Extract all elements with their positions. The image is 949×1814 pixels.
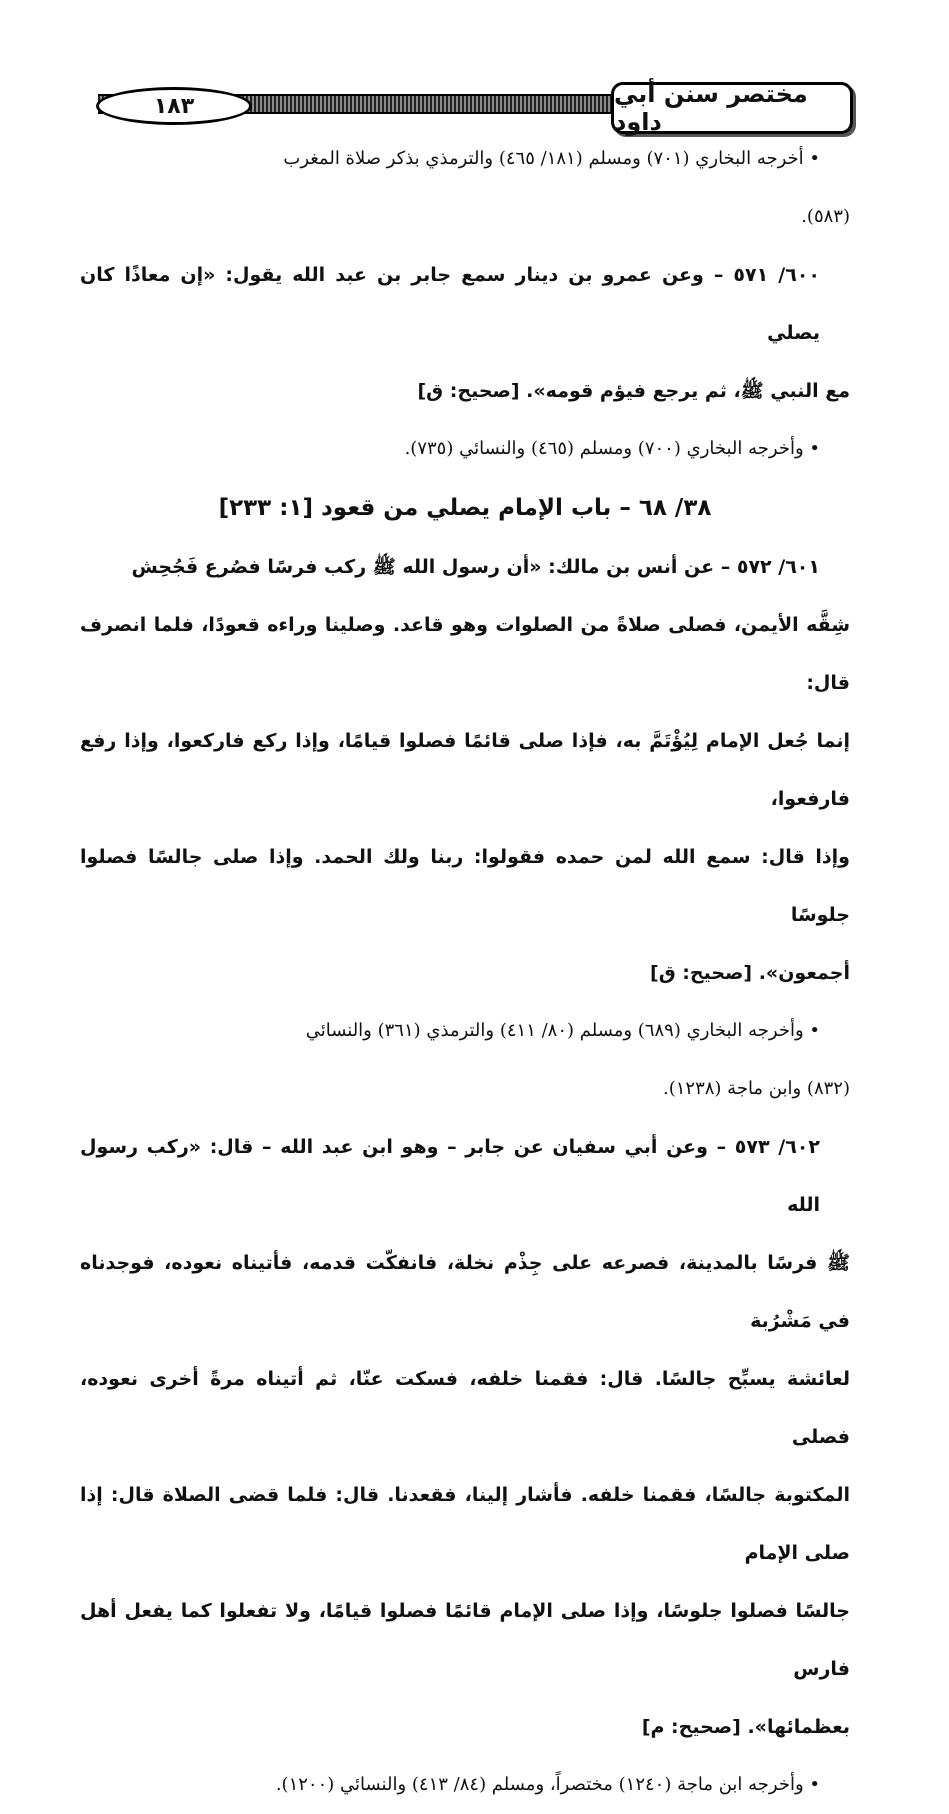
hadith-line: إنما جُعل الإمام لِيُؤْتَمَّ به، فإذا صلى قائمًا فصلوا قيامًا، وإذا ركع فاركعوا، وإذا رفع فارفعوا، <box>80 730 850 810</box>
note-line: (٨٣٢) وابن ماجة (١٢٣٨). <box>663 1078 850 1099</box>
hadith-line: ٦٠٠/ ٥٧١ – وعن عمرو بن دينار سمع جابر بن عبد الله يقول: «إن معاذًا كان يصلي <box>80 264 820 344</box>
page-body <box>80 130 850 1814</box>
note-line: • وأخرجه البخاري (٦٨٩) ومسلم (٨٠/ ٤١١) والترمذي (٣٦١) والنسائي <box>305 1020 820 1041</box>
page-header <box>78 80 853 136</box>
note-line: • أخرجه البخاري (٧٠١) ومسلم (١٨١/ ٤٦٥) والترمذي بذكر صلاة المغرب <box>283 148 820 169</box>
hadith-line: أجمعون». [صحيح: ق] <box>650 962 850 984</box>
hadith-line: مع النبي ﷺ، ثم يرجع فيؤم قومه». [صحيح: ق] <box>417 380 850 402</box>
book-title: مختصر سنن أبي داود <box>611 82 853 134</box>
hadith-line: وإذا قال: سمع الله لمن حمده فقولوا: ربنا ولك الحمد. وإذا صلى جالسًا فصلوا جلوسًا <box>80 846 850 926</box>
hadith-line: ٦٠٢/ ٥٧٣ – وعن أبي سفيان عن جابر – وهو ابن عبد الله – قال: «ركب رسول الله <box>80 1136 820 1216</box>
note-line: • وأخرجه ابن ماجة (١٢٤٠) مختصراً، ومسلم (٨٤/ ٤١٣) والنسائي (١٢٠٠). <box>275 1774 820 1795</box>
note-line: (٥٨٣). <box>801 206 850 227</box>
hadith-line: لعائشة يسبِّح جالسًا. قال: فقمنا خلفه، فسكت عنّا، ثم أتيناه مرةً أخرى نعوده، فصلى <box>80 1368 850 1448</box>
page-number: ١٨٣ <box>96 87 252 125</box>
note-line: • وأخرجه البخاري (٧٠٠) ومسلم (٤٦٥) والنسائي (٧٣٥). <box>404 438 820 459</box>
hadith-line: ٦٠١/ ٥٧٢ – عن أنس بن مالك: «أن رسول الله ﷺ ركب فرسًا فصُرع فَجُحِش <box>131 556 820 578</box>
hadith-line: بعظمائها». [صحيح: م] <box>641 1716 850 1738</box>
chapter-heading: ٣٨/ ٦٨ – باب الإمام يصلي من قعود [١: ٢٣٣] <box>218 495 712 521</box>
hadith-line: شِقَّه الأيمن، فصلى صلاةً من الصلوات وهو قاعد. وصلينا وراءه قعودًا، فلما انصرف قال: <box>80 614 850 694</box>
hadith-line: المكتوبة جالسًا، فقمنا خلفه. فأشار إلينا، فقعدنا. قال: فلما قضى الصلاة قال: إذا صلى الإمام <box>80 1484 850 1564</box>
hadith-line: ﷺ فرسًا بالمدينة، فصرعه على جِذْم نخلة، فانفكّت قدمه، فأتيناه نعوده، فوجدناه في مَشْرُبة <box>80 1252 850 1332</box>
hadith-line: جالسًا فصلوا جلوسًا، وإذا صلى الإمام قائمًا فصلوا قيامًا، ولا تفعلوا كما يفعل أهل فارس <box>80 1600 850 1680</box>
